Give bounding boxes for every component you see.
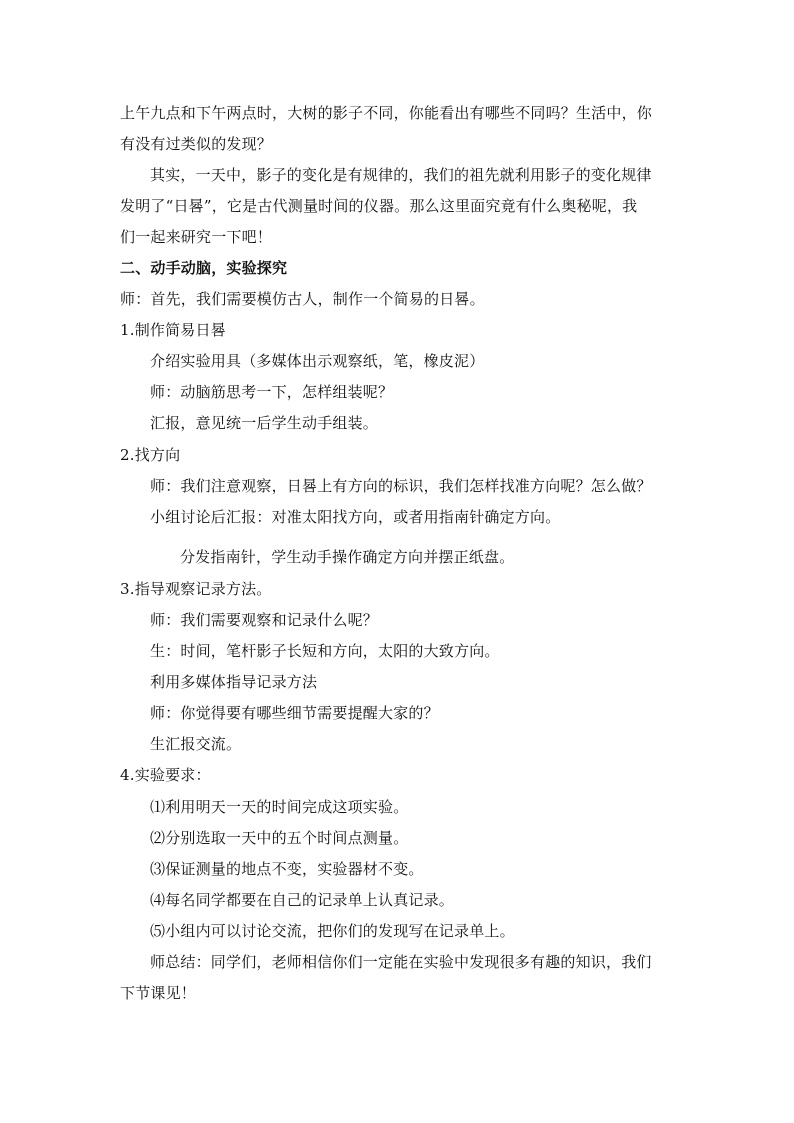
summary-line-1: 师总结：同学们，老师相信你们一定能在实验中发现很多有趣的知识，我们 (150, 953, 652, 971)
step-2-title: 2.找方向 (120, 446, 181, 464)
section-heading: 二、动手动脑，实验探究 (120, 259, 288, 277)
step-3-line-2: 生：时间，笔杆影子长短和方向，太阳的大致方向。 (150, 642, 500, 660)
step-1-title: 1.制作简易日晷 (120, 321, 226, 339)
paragraph-2-line-2: 发明了“日晷”，它是古代测量时间的仪器。那么这里面究竟有什么奥秘呢，我 (120, 197, 638, 215)
step-1-line-3: 汇报，意见统一后学生动手组装。 (150, 414, 379, 432)
step-1-line-2: 师：动脑筋思考一下，怎样组装呢？ (150, 383, 394, 401)
paragraph-1-line-1: 上午九点和下午两点时，大树的影子不同，你能看出有哪些不同吗？生活中，你 (120, 104, 653, 122)
requirement-item: ⑵分别选取一天中的五个时间点测量。 (150, 829, 409, 847)
paragraph-1-line-2: 有没有过类似的发现？ (120, 135, 273, 153)
requirement-item: ⑴利用明天一天的时间完成这项实验。 (150, 798, 409, 816)
requirement-item: ⑷每名同学都要在自己的记录单上认真记录。 (150, 891, 455, 909)
requirement-item: ⑸小组内可以讨论交流，把你们的发现写在记录单上。 (150, 922, 515, 940)
step-3-line-4: 师：你觉得要有哪些细节需要提醒大家的？ (150, 704, 439, 722)
step-3-title: 3.指导观察记录方法。 (120, 580, 272, 598)
step-2-line-3: 分发指南针，学生动手操作确定方向并摆正纸盘。 (180, 548, 515, 566)
step-3-line-1: 师：我们需要观察和记录什么呢？ (150, 611, 379, 629)
step-1-line-1: 介绍实验用具（多媒体出示观察纸，笔，橡皮泥） (150, 352, 485, 370)
intro-line: 师：首先，我们需要模仿古人，制作一个简易的日晷。 (120, 290, 485, 308)
step-3-line-5: 生汇报交流。 (150, 735, 242, 753)
step-2-line-1: 师：我们注意观察，日晷上有方向的标识，我们怎样找准方向呢？怎么做？ (150, 477, 652, 495)
paragraph-2-line-3: 们一起来研究一下吧！ (120, 228, 273, 246)
step-2-line-2: 小组讨论后汇报：对准太阳找方向，或者用指南针确定方向。 (150, 508, 561, 526)
requirement-item: ⑶保证测量的地点不变，实验器材不变。 (150, 860, 424, 878)
paragraph-2-line-1: 其实，一天中，影子的变化是有规律的，我们的祖先就利用影子的变化规律 (150, 166, 652, 184)
step-4-title: 4.实验要求： (120, 766, 211, 784)
step-3-line-3: 利用多媒体指导记录方法 (150, 673, 318, 691)
summary-line-2: 下节课见！ (120, 984, 197, 1002)
